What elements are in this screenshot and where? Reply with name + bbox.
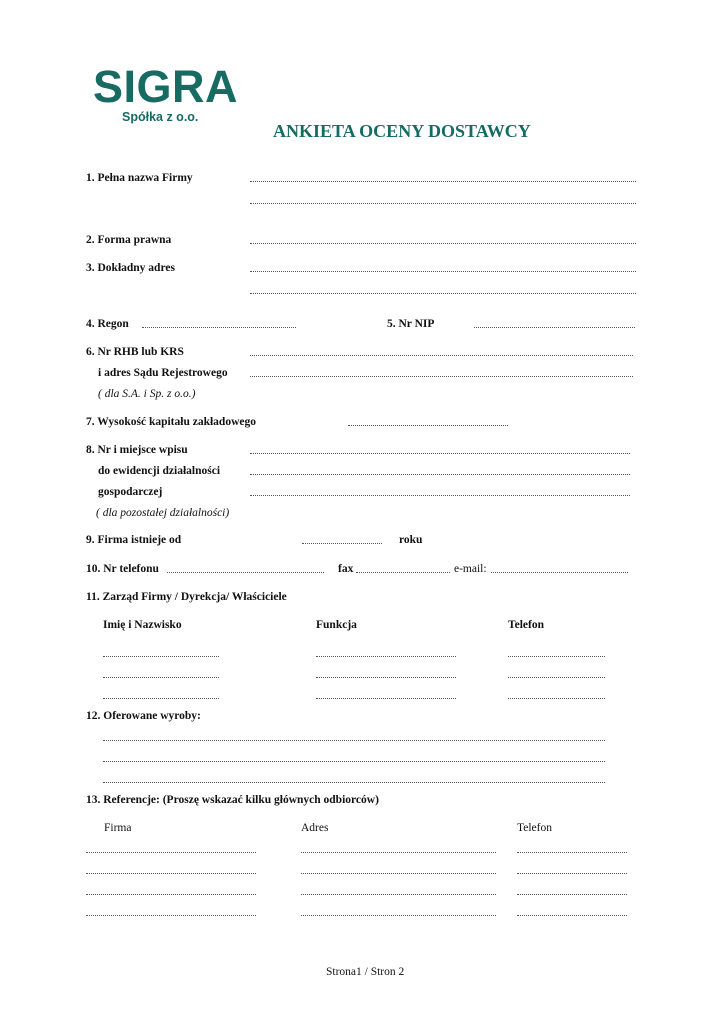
references-address-line-3[interactable] [301, 894, 496, 895]
field-references-label: 13. Referencje: (Proszę wskazać kilku głównych odbiorców) [86, 794, 379, 806]
court-line[interactable] [250, 376, 633, 377]
krs-line[interactable] [250, 355, 633, 356]
management-name-line-1[interactable] [103, 656, 219, 657]
management-name-line-2[interactable] [103, 677, 219, 678]
references-phone-line-1[interactable] [517, 852, 627, 853]
field-registry-label: 8. Nr i miejsce wpisu [86, 444, 188, 456]
address-line-2[interactable] [250, 293, 636, 294]
field-company-name-label: 1. Pełna nazwa Firmy [86, 172, 193, 184]
management-phone-line-1[interactable] [508, 656, 605, 657]
field-registry-note: ( dla pozostałej działalności) [96, 507, 230, 519]
references-phone-line-3[interactable] [517, 894, 627, 895]
field-krs-note: ( dla S.A. i Sp. z o.o.) [98, 388, 196, 400]
phone-line[interactable] [167, 572, 324, 573]
management-phone-line-2[interactable] [508, 677, 605, 678]
field-management-label: 11. Zarząd Firmy / Dyrekcja/ Właściciele [86, 591, 287, 603]
references-header-address: Adres [301, 822, 329, 834]
management-function-line-3[interactable] [316, 698, 456, 699]
management-header-function: Funkcja [316, 619, 357, 631]
fax-line[interactable] [356, 572, 450, 573]
address-line-1[interactable] [250, 271, 636, 272]
field-nip-label: 5. Nr NIP [387, 318, 435, 330]
products-line-1[interactable] [103, 740, 605, 741]
management-function-line-2[interactable] [316, 677, 456, 678]
field-products-label: 12. Oferowane wyroby: [86, 710, 201, 722]
regon-line[interactable] [142, 327, 296, 328]
management-header-phone: Telefon [508, 619, 544, 631]
page-number: Strona1 / Stron 2 [326, 966, 405, 978]
references-address-line-2[interactable] [301, 873, 496, 874]
field-court-label: i adres Sądu Rejestrowego [98, 367, 228, 379]
management-function-line-1[interactable] [316, 656, 456, 657]
field-registry-label-2: do ewidencji działalności [98, 465, 221, 477]
management-name-line-3[interactable] [103, 698, 219, 699]
nip-line[interactable] [474, 327, 635, 328]
email-line[interactable] [491, 572, 628, 573]
legal-form-line[interactable] [250, 243, 636, 244]
field-address-label: 3. Dokładny adres [86, 262, 175, 274]
references-phone-line-4[interactable] [517, 915, 627, 916]
capital-line[interactable] [348, 425, 508, 426]
field-krs-label: 6. Nr RHB lub KRS [86, 346, 184, 358]
registry-line-2[interactable] [250, 474, 630, 475]
since-year-line[interactable] [302, 543, 382, 544]
references-phone-line-2[interactable] [517, 873, 627, 874]
products-line-3[interactable] [103, 782, 605, 783]
field-email-label: e-mail: [454, 563, 487, 575]
references-header-phone: Telefon [517, 822, 552, 834]
form-title: ANKIETA OCENY DOSTAWCY [273, 121, 531, 141]
company-subtitle: Spółka z o.o. [122, 110, 199, 124]
references-header-company: Firma [104, 822, 132, 834]
field-since-suffix: roku [399, 534, 423, 546]
references-company-line-2[interactable] [86, 873, 256, 874]
management-header-name: Imię i Nazwisko [103, 619, 182, 631]
references-address-line-4[interactable] [301, 915, 496, 916]
field-phone-label: 10. Nr telefonu [86, 563, 159, 575]
company-logo: SIGRA [93, 61, 239, 112]
references-company-line-4[interactable] [86, 915, 256, 916]
field-legal-form-label: 2. Forma prawna [86, 234, 172, 246]
field-capital-label: 7. Wysokość kapitału zakładowego [86, 416, 256, 428]
field-fax-label: fax [338, 563, 354, 575]
field-registry-label-3: gospodarczej [98, 486, 163, 498]
registry-line-3[interactable] [250, 495, 630, 496]
field-regon-label: 4. Regon [86, 318, 129, 330]
field-since-label: 9. Firma istnieje od [86, 534, 182, 546]
references-company-line-3[interactable] [86, 894, 256, 895]
company-name-line-2[interactable] [250, 203, 636, 204]
references-address-line-1[interactable] [301, 852, 496, 853]
registry-line-1[interactable] [250, 453, 630, 454]
management-phone-line-3[interactable] [508, 698, 605, 699]
products-line-2[interactable] [103, 761, 605, 762]
references-company-line-1[interactable] [86, 852, 256, 853]
company-name-line-1[interactable] [250, 181, 636, 182]
